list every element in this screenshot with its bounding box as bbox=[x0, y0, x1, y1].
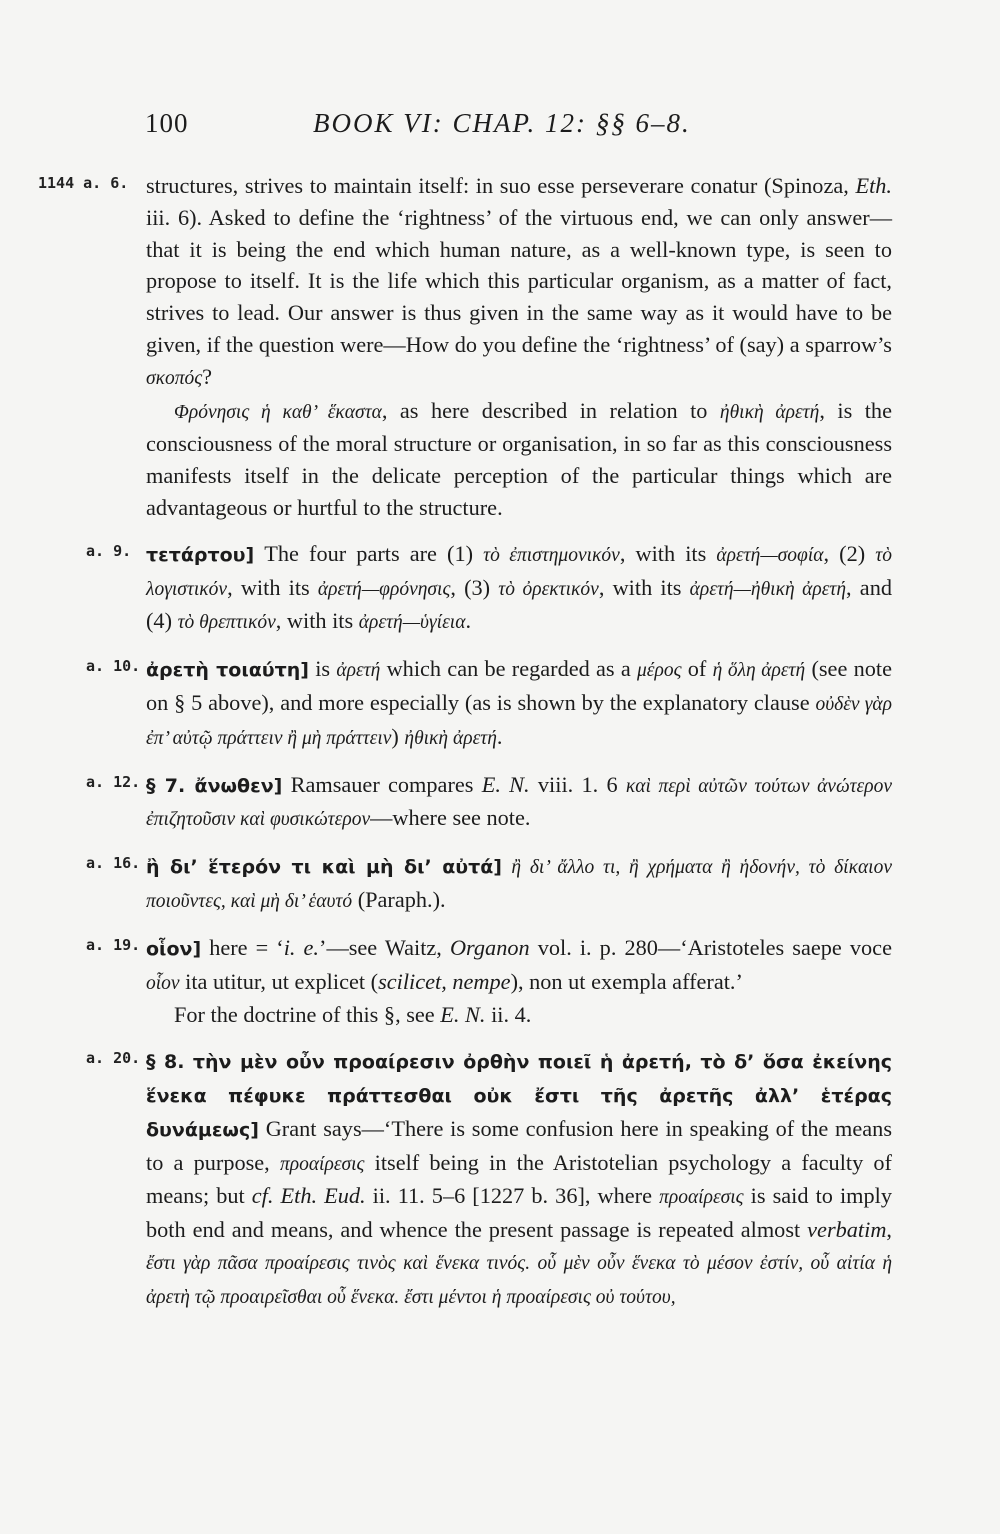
greek-text: τὸ ἐπιστημονικόν bbox=[483, 544, 620, 566]
greek-text: ἀρετή—ὑγίεια bbox=[358, 612, 466, 634]
line-reference: a. 12. bbox=[86, 772, 141, 791]
note-text bbox=[146, 932, 892, 1031]
page-header bbox=[145, 108, 865, 148]
commentary-notes bbox=[0, 170, 1000, 1328]
note-paragraph: ἢ δι’ ἕτερόν τι καὶ μὴ δι’ αὐτά] ἢ δι’ ἄλλο τι, ἢ χρήματα ἢ ἡδονήν, τὸ δίκαιον ποιοῦντες, καὶ μὴ δι’ ἑαυτό (Paraph.). bbox=[146, 856, 893, 912]
italic-text: scilicet, nempe bbox=[378, 968, 511, 994]
line-reference: a. 10. bbox=[86, 657, 141, 676]
note-paragraph: οἷον] here = ‘i. e.’—see Waitz, Organon vol. i. p. 280—‘Aristoteles saepe voce οἷον ita utitur, ut explicet (scilicet, nempe), non ut exempla afferat.’ bbox=[146, 934, 892, 994]
greek-text: μέρος bbox=[637, 660, 682, 682]
greek-text: ἀρετή—ἠθικὴ ἀρετή bbox=[689, 578, 847, 600]
greek-text: οὐδὲν γὰρ ἐπ’ αὐτῷ πράττειν ἢ μὴ πράττειν bbox=[146, 693, 893, 749]
greek-text: ἠθικὴ ἀρετή bbox=[719, 401, 820, 423]
greek-text: προαίρεσις bbox=[279, 1153, 365, 1175]
lemma: ἀρετὴ τοιαύτη] bbox=[146, 659, 309, 682]
greek-text: καὶ περὶ αὐτῶν τούτων ἀνώτερον ἐπιζητοῦσιν καὶ φυσικώτερον bbox=[146, 775, 893, 831]
italic-text: cf. Eth. Eud. bbox=[251, 1183, 366, 1209]
line-reference: a. 19. bbox=[86, 935, 141, 954]
note-paragraph: structures, strives to maintain itself: in suo esse perseverare conatur (Spinoza, Eth. iii. 6). Asked to define the ‘rightness’ of the virtuous end, we can only answer—that it is being the end which human nature, as a well-known type, is seen to propose to itself. It is the life which this particular organism, as a matter of fact, strives to lead. Our answer is thus given in the same way as it would have to be given, if the question were—How do you define the ‘rightness’ of (say) a sparrow’s σκοπός? bbox=[146, 173, 892, 389]
note-text bbox=[146, 653, 892, 754]
note bbox=[0, 1045, 1000, 1313]
greek-text: ἢ δι’ ἄλλο τι, ἢ χρήματα ἢ ἡδονήν, τὸ δίκαιον ποιοῦντες, καὶ μὴ δι’ ἑαυτό bbox=[146, 857, 893, 912]
greek-text: τὸ θρεπτικόν bbox=[177, 612, 276, 634]
note-paragraph: ἀρετὴ τοιαύτη] is ἀρετή which can be regarded as a μέρος of ἡ ὅλη ἀρετή (see note on § 5 above), and more especially (as is shown by the explanatory clause οὐδὲν γὰρ ἐπ’ αὐτῷ πράττειν ἢ μὴ πράττειν) ἠθικὴ ἀρετή. bbox=[146, 656, 893, 749]
greek-text: σκοπός bbox=[146, 367, 203, 389]
note-text bbox=[146, 1045, 892, 1313]
note-paragraph: Φρόνησις ἡ καθ’ ἕκαστα, as here described in relation to ἠθικὴ ἀρετή, is the consciousness of the moral structure or organisation, in so far as this consciousness manifests itself in the delicate perception of the particular things which are advantageous or hurtful to the structure. bbox=[146, 397, 892, 520]
greek-text: ἔστι γὰρ πᾶσα προαίρεσις τινὸς καὶ ἕνεκα τινός. οὗ μὲν οὖν ἕνεκα τὸ μέσον ἐστίν, οὗ αἰτία ἡ ἀρετὴ τῷ προαιρεῖσθαι οὗ ἕνεκα. ἔστι μέντοι ἡ προαίρεσις οὐ τούτου, bbox=[146, 1252, 892, 1308]
lemma: τετάρτου] bbox=[146, 543, 255, 566]
italic-text: E. N. bbox=[481, 771, 530, 797]
greek-text: τὸ ὀρεκτικόν bbox=[498, 578, 599, 600]
note-text bbox=[146, 769, 892, 837]
greek-text: ἀρετή—φρόνησις bbox=[317, 578, 451, 600]
note bbox=[0, 653, 1000, 754]
note bbox=[0, 850, 1000, 918]
note-text bbox=[146, 850, 892, 918]
note bbox=[0, 538, 1000, 639]
greek-text: οἷον bbox=[146, 972, 180, 994]
greek-text: Φρόνησις ἡ καθ’ ἕκαστα bbox=[174, 401, 382, 423]
line-reference: a. 9. bbox=[86, 541, 132, 560]
note bbox=[0, 170, 1000, 524]
lemma: § 8. τὴν μὲν οὖν προαίρεσιν ὀρθὴν ποιεῖ ἡ ἀρετή, τὸ δ’ ὅσα ἐκείνης ἕνεκα πέφυκε πράττεσθαι οὐκ ἔστι τῆς ἀρετῆς ἀλλ’ ἑτέρας δυνάμεως] bbox=[146, 1051, 892, 1141]
greek-text: ἀρετή bbox=[336, 660, 381, 682]
note-paragraph: § 8. τὴν μὲν οὖν προαίρεσιν ὀρθὴν ποιεῖ ἡ ἀρετή, τὸ δ’ ὅσα ἐκείνης ἕνεκα πέφυκε πράττεσθαι οὐκ ἔστι τῆς ἀρετῆς ἀλλ’ ἑτέρας δυνάμεως] Grant says—‘There is some confusion here in speaking of the means to a purpose, προαίρεσις itself being in the Aristotelian psychology a faculty of means; but cf. Eth. Eud. ii. 11. 5–6 [1227 b. 36], where προαίρεσις is said to imply both end and means, and whence the present passage is repeated almost verbatim, ἔστι γὰρ πᾶσα προαίρεσις τινὸς καὶ ἕνεκα τινός. οὗ μὲν οὖν ἕνεκα τὸ μέσον ἐστίν, οὗ αἰτία ἡ ἀρετὴ τῷ προαιρεῖσθαι οὗ ἕνεκα. ἔστι μέντοι ἡ προαίρεσις οὐ τούτου, bbox=[146, 1051, 893, 1308]
italic-text: i. e. bbox=[283, 934, 320, 960]
lemma: ἢ δι’ ἕτερόν τι καὶ μὴ δι’ αὐτά] bbox=[146, 856, 502, 879]
lemma: § 7. ἄνωθεν] bbox=[146, 774, 283, 797]
greek-text: ἠθικὴ ἀρετή bbox=[404, 727, 497, 749]
note-paragraph: For the doctrine of this §, see E. N. ii. 4. bbox=[174, 1002, 532, 1028]
page-number: 100 bbox=[145, 108, 189, 138]
greek-text: ἀρετή—σοφία bbox=[716, 544, 824, 566]
note bbox=[0, 769, 1000, 837]
lemma: οἷον] bbox=[146, 937, 202, 960]
greek-text: ἡ ὅλη ἀρετή bbox=[712, 660, 806, 682]
note-text bbox=[146, 170, 892, 524]
line-reference: a. 20. bbox=[86, 1049, 141, 1068]
note-paragraph: τετάρτου] The four parts are (1) τὸ ἐπιστημονικόν, with its ἀρετή—σοφία, (2) τὸ λογιστικόν, with its ἀρετή—φρόνησις, (3) τὸ ὀρεκτικόν, with its ἀρετή—ἠθικὴ ἀρετή, and (4) τὸ θρεπτικόν, with its ἀρετή—ὑγίεια. bbox=[146, 540, 892, 634]
italic-text: Eth. bbox=[855, 173, 892, 198]
greek-text: τὸ λογιστικόν bbox=[146, 544, 892, 600]
greek-text: προαίρεσις bbox=[659, 1187, 744, 1209]
italic-text: Organon bbox=[449, 934, 530, 960]
running-head: BOOK VI: CHAP. 12: §§ 6–8. bbox=[313, 108, 691, 138]
note-paragraph: § 7. ἄνωθεν] Ramsauer compares E. N. viii. 1. 6 καὶ περὶ αὐτῶν τούτων ἀνώτερον ἐπιζητοῦσιν καὶ φυσικώτερον—where see note. bbox=[146, 771, 893, 831]
italic-text: verbatim bbox=[807, 1217, 887, 1243]
note bbox=[0, 932, 1000, 1031]
line-reference: a. 16. bbox=[86, 854, 141, 873]
italic-text: E. N. bbox=[440, 1002, 486, 1028]
line-reference: 1144 a. 6. bbox=[38, 174, 129, 192]
note-text bbox=[146, 538, 892, 639]
